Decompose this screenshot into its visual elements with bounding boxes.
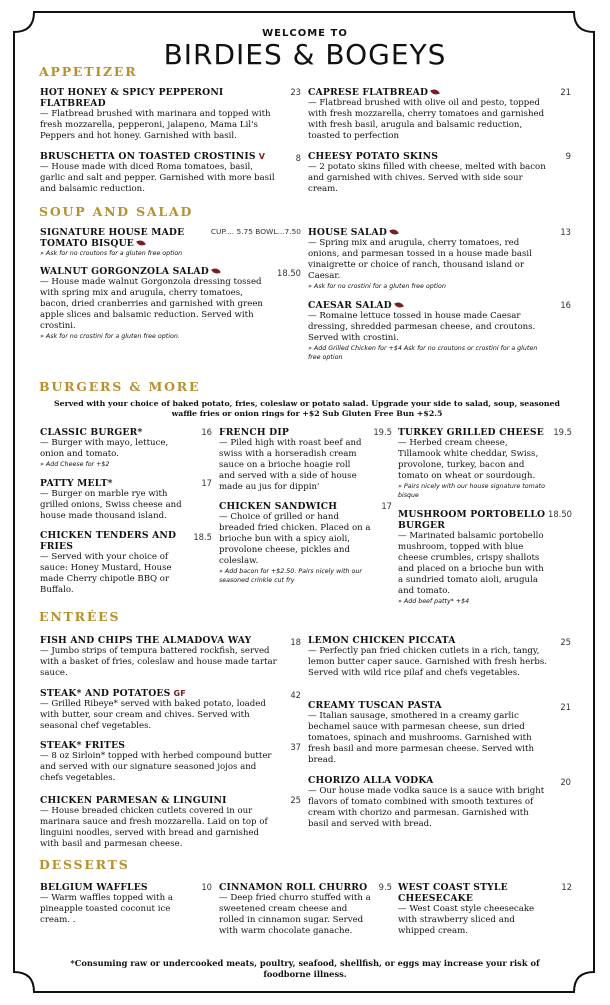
item-price: 19.5 — [373, 427, 392, 437]
item-name: CLASSIC BURGER* — [40, 427, 143, 438]
item-price: 19.5 — [553, 427, 572, 437]
item-price: 20 — [560, 777, 571, 787]
item-price: 9 — [565, 151, 571, 161]
item-price: 18.50 — [548, 509, 572, 519]
item-name: HOT HONEY & SPICY PEPPERONI FLATBREAD — [40, 87, 224, 109]
item-desc: — Served with your choice of sauce: Honey Mustard, House made Cherry chipotle BBQ or Buffalo. — [40, 552, 172, 595]
item-name: CHICKEN SANDWICH — [219, 501, 338, 512]
item-name: CAESAR SALAD — [308, 300, 392, 311]
item-desc: — Piled high with roast beef and swiss with a horseradish cream sauce on a brioche hoagie roll and served with a side of house made au jus for dippin' — [219, 438, 362, 492]
item-price: 12 — [561, 882, 572, 892]
item-desc: — 8 oz Sirloin* topped with herbed compound butter and served with our signature seasoned jojos and chefs vegetables. — [40, 751, 272, 783]
item-note: » Add beef patty* +$4 — [398, 598, 470, 605]
menu-item — [40, 530, 180, 596]
menu-item — [308, 87, 550, 142]
item-price: 16 — [201, 427, 212, 437]
item-name: CREAMY TUSCAN PASTA — [308, 700, 442, 711]
item-price: 9.5 — [378, 882, 392, 892]
item-desc: — Marinated balsamic portobello mushroom, topped with blue cheese crumbles, crispy shallots and placed on a brioche bun with a sundried tomato aioli, arugula and tomato. — [398, 531, 544, 596]
welcome-text: WELCOME TO — [262, 28, 348, 39]
item-desc: — Warm waffles topped with a pineapple toasted coconut ice cream. . — [40, 893, 173, 925]
menu-item — [40, 795, 280, 850]
item-price: 8 — [295, 153, 301, 163]
item-name: CHICKEN TENDERS AND FRIES — [40, 530, 177, 552]
leaf-icon — [211, 267, 221, 275]
item-name: FRENCH DIP — [219, 427, 289, 438]
item-desc: — 2 potato skins filled with cheese, melted with bacon and garnished with chives. Served with side sour cream. — [308, 162, 546, 194]
item-price: 37 — [290, 742, 301, 752]
menu-item — [40, 87, 280, 142]
item-name: CHORIZO ALLA VODKA — [308, 775, 434, 786]
item-name: BRUSCHETTA ON TOASTED CROSTINIS — [40, 151, 256, 162]
item-name: BELGIUM WAFFLES — [40, 882, 148, 893]
menu-item — [219, 882, 371, 937]
item-desc: — Burger on marble rye with grilled onions, Swiss cheese and house made thousand island. — [40, 489, 182, 521]
item-name: SIGNATURE HOUSE MADE TOMATO BISQUE — [40, 227, 185, 249]
section-soup-salad: SOUP AND SALAD — [39, 204, 194, 219]
item-desc: — Italian sausage, smothered in a creamy garlic bechamel sauce with parmesan cheese, sun dried tomatoes, spinach and mushrooms. Garnished with fresh basil and more parmesan cheese. Served with bread. — [308, 711, 535, 765]
item-desc: — House made walnut Gorgonzola dressing tossed with spring mix and arugula, cherry tomatoes, bacon, dried cranberries and garnished with green apple slices and balsamic reduction. Served with crostini. — [40, 277, 263, 331]
leaf-icon — [136, 239, 146, 247]
item-note: » Add bacon for +$2.50. Pairs nicely with our seasoned crinkle cut fry — [219, 568, 362, 584]
menu-item — [398, 427, 548, 500]
item-note: » Add Grilled Chicken for +$4 Ask for no croutons or crostini for a gluten free option — [308, 345, 538, 361]
item-name: STEAK* FRITES — [40, 740, 126, 751]
item-desc: — Flatbread brushed with marinara and topped with fresh mozzarella, pepperoni, jalapeno, Mama Lil's Peppers and hot honey. Garnished with basil. — [40, 109, 271, 141]
item-name: MUSHROOM PORTOBELLO BURGER — [398, 509, 546, 531]
item-note: » Ask for no crostini for a gluten free option. — [40, 333, 180, 340]
item-price: 17 — [201, 478, 212, 488]
item-desc: — Burger with mayo, lettuce, onion and tomato. — [40, 438, 169, 459]
item-desc: — Flatbread brushed with olive oil and pesto, topped with fresh mozzarella, cherry tomatoes and garnished with fresh basil, arugula and balsamic reduction, toasted to perfection — [308, 98, 545, 141]
item-desc: — Perfectly pan fried chicken cutlets in a rich, tangy, lemon butter caper sauce. Garnished with fresh herbs. Served with wild rice pilaf and chefs vegetables. — [308, 646, 547, 678]
item-desc: — Spring mix and arugula, cherry tomatoes, red onions, and parmesan tossed in a house made basil vinaigrette or choice of ranch, thousand island or Caesar. — [308, 238, 532, 281]
item-desc: — Deep fried churro stuffed with a sweetened cream cheese and rolled in cinnamon sugar. Served with warm chocolate ganache. — [219, 893, 371, 936]
restaurant-title: BIRDIES & BOGEYS — [163, 38, 447, 71]
menu-item — [398, 509, 550, 606]
item-price: 23 — [290, 87, 301, 97]
menu-item — [398, 882, 548, 937]
item-price: 21 — [560, 702, 571, 712]
menu-item — [40, 688, 280, 732]
item-name: WEST COAST STYLE CHEESECAKE — [398, 882, 508, 904]
item-name: FISH AND CHIPS THE ALMADOVA WAY — [40, 635, 252, 646]
menu-item — [308, 775, 550, 830]
item-price: 17 — [381, 501, 392, 511]
menu-item — [40, 740, 280, 784]
item-price: 25 — [290, 795, 301, 805]
menu-item — [40, 427, 180, 469]
item-name: HOUSE SALAD — [308, 227, 388, 238]
item-desc: — House breaded chicken cutlets covered in our marinara sauce and fresh mozzarella. Laid on top of linguini noodles, served with bread and garnished with basil and parmesan cheese. — [40, 806, 268, 849]
menu-item — [219, 501, 371, 585]
item-price: CUP.... 5.75 BOWL...7.50 — [210, 227, 301, 236]
item-price: 42 — [290, 690, 301, 700]
item-desc: — Our house made vodka sauce is a sauce with bright flavors of tomato combined with smooth textures of cream with chorizo and parmesan. Garnished with basil and served with bread. — [308, 786, 545, 829]
item-desc: — Romaine lettuce tossed in house made Caesar dressing, shredded parmesan cheese, and croutons. Served with crostini. — [308, 311, 536, 343]
section-burgers: BURGERS & MORE — [39, 379, 201, 394]
item-desc: — Herbed cream cheese, Tillamook white cheddar, Swiss, provolone, turkey, bacon and tomato on wheat or sourdough. — [398, 438, 539, 481]
item-desc: — House made with diced Roma tomatoes, basil, garlic and salt and pepper. Garnished with more basil and balsamic reduction. — [40, 162, 275, 194]
menu-item — [40, 266, 272, 341]
burgers-note: Served with your choice of baked potato, fries, coleslaw or potato salad. Upgrade your side to salad, soup, seasoned waffle fries or onion rings for +$2 Sub Gluten Free Bun +$2.5 — [54, 399, 560, 418]
item-note: » Add Cheese for +$2 — [40, 461, 110, 468]
menu-item — [40, 882, 190, 926]
item-note: » Pairs nicely with our house signature tomato bisque — [398, 483, 545, 499]
item-price: 18.50 — [277, 268, 301, 278]
item-desc: — Grilled Ribeye* served with baked potato, loaded with butter, sour cream and chives. Served with seasonal chef vegetables. — [40, 699, 266, 731]
item-note: » Ask for no crostini for a gluten free option — [308, 283, 446, 290]
menu-item — [308, 151, 550, 195]
gluten-free-badge: GF — [173, 689, 186, 698]
item-name: CINNAMON ROLL CHURRO — [219, 882, 368, 893]
item-name: TURKEY GRILLED CHEESE — [398, 427, 544, 438]
leaf-icon — [394, 301, 404, 309]
item-price: 16 — [560, 300, 571, 310]
item-price: 18.5 — [193, 532, 212, 542]
menu-item — [40, 151, 280, 195]
section-entrees: ENTRÉES — [39, 609, 121, 624]
leaf-icon — [389, 228, 399, 236]
menu-item — [308, 227, 550, 291]
item-name: CHEESY POTATO SKINS — [308, 151, 439, 162]
vegan-badge: V — [258, 152, 266, 161]
item-name: CAPRESE FLATBREAD — [308, 87, 429, 98]
menu-item — [40, 635, 280, 679]
item-note: » Ask for no croutons for a gluten free option — [40, 250, 183, 257]
section-desserts: DESSERTS — [39, 857, 130, 872]
item-price: 18 — [290, 637, 301, 647]
section-appetizer: APPETIZER — [39, 64, 138, 79]
menu-item — [40, 227, 190, 258]
item-price: 13 — [560, 227, 571, 237]
menu-item — [219, 427, 369, 493]
item-name: STEAK* AND POTATOES — [40, 688, 171, 699]
item-price: 21 — [560, 87, 571, 97]
menu-item — [40, 478, 190, 522]
item-price: 10 — [201, 882, 212, 892]
item-desc: — West Coast style cheesecake with strawberry sliced and whipped cream. — [398, 904, 535, 936]
item-name: PATTY MELT* — [40, 478, 113, 489]
foodborne-disclaimer: *Consuming raw or undercooked meats, poultry, seafood, shellfish, or eggs may increase your risk of foodborne illness. — [70, 958, 540, 979]
menu-item — [308, 700, 550, 766]
item-name: WALNUT GORGONZOLA SALAD — [40, 266, 209, 277]
item-name: CHICKEN PARMESAN & LINGUINI — [40, 795, 227, 806]
leaf-icon — [430, 88, 440, 96]
menu-item — [308, 635, 550, 679]
item-price: 25 — [560, 637, 571, 647]
item-desc: — Jumbo strips of tempura battered rockfish, served with a basket of fries, coleslaw and house made tartar sauce. — [40, 646, 277, 678]
menu-item — [308, 300, 550, 362]
item-name: LEMON CHICKEN PICCATA — [308, 635, 456, 646]
item-desc: — Choice of grilled or hand breaded fried chicken. Placed on a brioche bun with a spicy aioli, provolone cheese, pickles and coleslaw. — [219, 512, 371, 566]
